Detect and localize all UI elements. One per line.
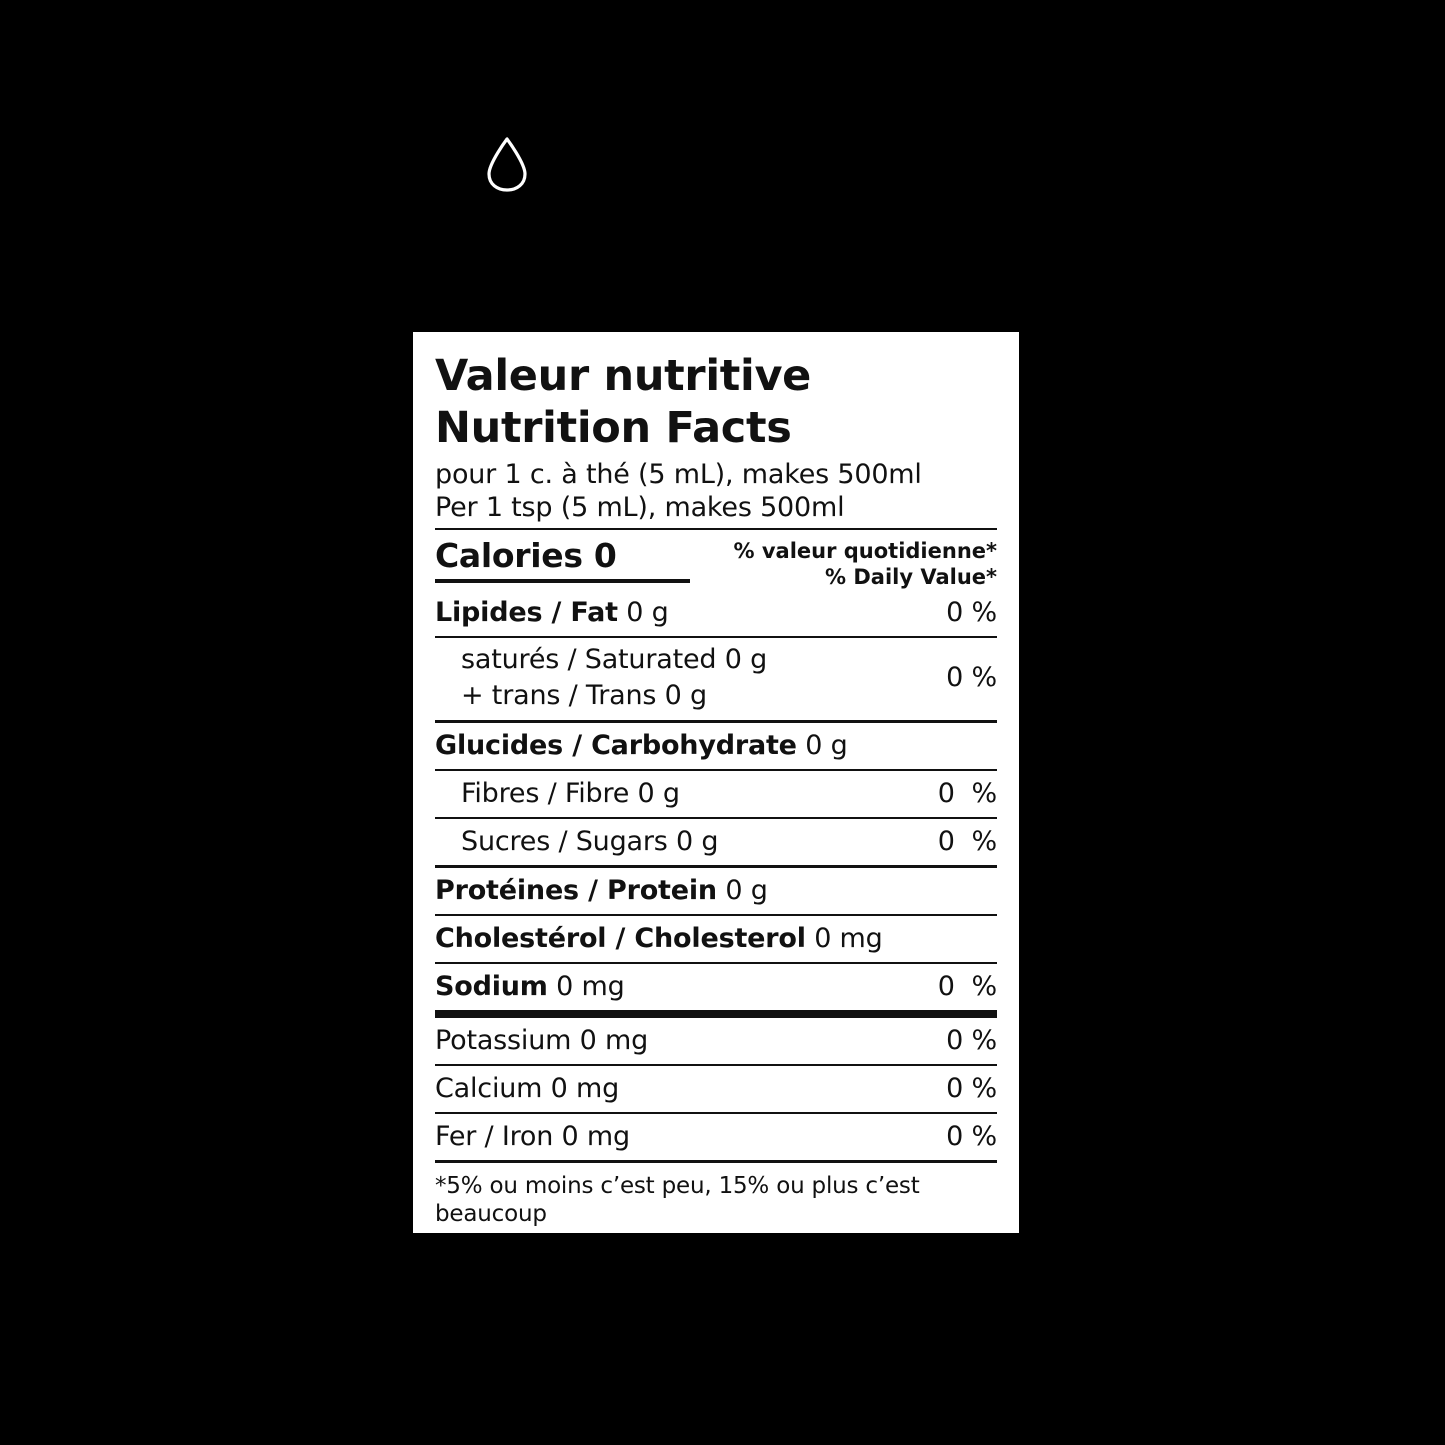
water-droplet-icon	[476, 133, 538, 195]
nutrient-percent: 0 %	[946, 1025, 997, 1056]
nutrient-amount: 0 mg	[814, 923, 883, 954]
footnote: *5% ou moins c’est peu, 15% ou plus c’est beaucoup	[435, 1173, 920, 1227]
nutrient-percent: 0 %	[946, 1121, 997, 1152]
nutrient-amount: 0 mg	[556, 971, 625, 1002]
nutrient-percent: 0 %	[946, 1073, 997, 1104]
nutrient-name: Protéines / Protein	[435, 875, 717, 906]
table-row	[435, 964, 997, 1010]
table-row	[435, 868, 997, 914]
nutrition-facts-panel	[413, 332, 1019, 1233]
daily-value-header	[733, 536, 997, 590]
nutrient-percent: 0 %	[937, 778, 997, 809]
nutrient-label: Sucres / Sugars 0 g	[461, 826, 719, 857]
nutrient-label: Calcium 0 mg	[435, 1073, 620, 1104]
table-row	[435, 1066, 997, 1112]
nutrient-name: saturés / Saturated 0 g	[461, 644, 768, 675]
nutrient-label: Fer / Iron 0 mg	[435, 1121, 630, 1152]
nutrient-label	[435, 923, 997, 955]
table-row	[435, 819, 997, 865]
nutrient-label: Potassium 0 mg	[435, 1025, 649, 1056]
panel-title-fr: Valeur nutritive	[435, 351, 812, 401]
nutrient-label	[435, 730, 997, 762]
nutrient-percent: 0 %	[937, 826, 997, 857]
nutrient-label	[435, 597, 946, 629]
nutrient-label	[435, 971, 938, 1003]
table-row	[435, 1018, 997, 1064]
serving-size-fr: pour 1 c. à thé (5 mL), makes 500ml	[435, 459, 922, 490]
table-row	[435, 638, 997, 720]
nutrient-amount: 0 g	[805, 730, 848, 761]
nutrient-name: Cholestérol / Cholesterol	[435, 923, 806, 954]
table-row	[435, 590, 997, 636]
nutrient-label	[435, 875, 997, 907]
nutrient-name: Lipides / Fat	[435, 597, 618, 628]
nutrient-percent: 0 %	[937, 971, 997, 1002]
table-row	[435, 723, 997, 769]
nutrient-percent: 0 %	[946, 662, 997, 693]
nutrient-label	[435, 642, 946, 714]
nutrient-name-secondary: + trans / Trans 0 g	[461, 680, 707, 711]
table-row	[435, 771, 997, 817]
table-row	[435, 916, 997, 962]
daily-value-header-fr: % valeur quotidienne*	[733, 539, 997, 563]
daily-value-header-en: % Daily Value*	[825, 565, 997, 589]
nutrient-name: Glucides / Carbohydrate	[435, 730, 797, 761]
nutrient-name: Sodium	[435, 971, 548, 1002]
nutrient-label: Fibres / Fibre 0 g	[461, 778, 680, 809]
calories-value: Calories 0	[435, 536, 690, 583]
divider-thick	[435, 1010, 997, 1018]
panel-title-en: Nutrition Facts	[435, 403, 792, 453]
calories-row	[435, 530, 997, 590]
nutrient-percent: 0 %	[946, 597, 997, 628]
nutrient-amount: 0 g	[725, 875, 768, 906]
serving-size-en: Per 1 tsp (5 mL), makes 500ml	[435, 492, 845, 523]
table-row	[435, 1114, 997, 1160]
nutrient-amount: 0 g	[626, 597, 669, 628]
